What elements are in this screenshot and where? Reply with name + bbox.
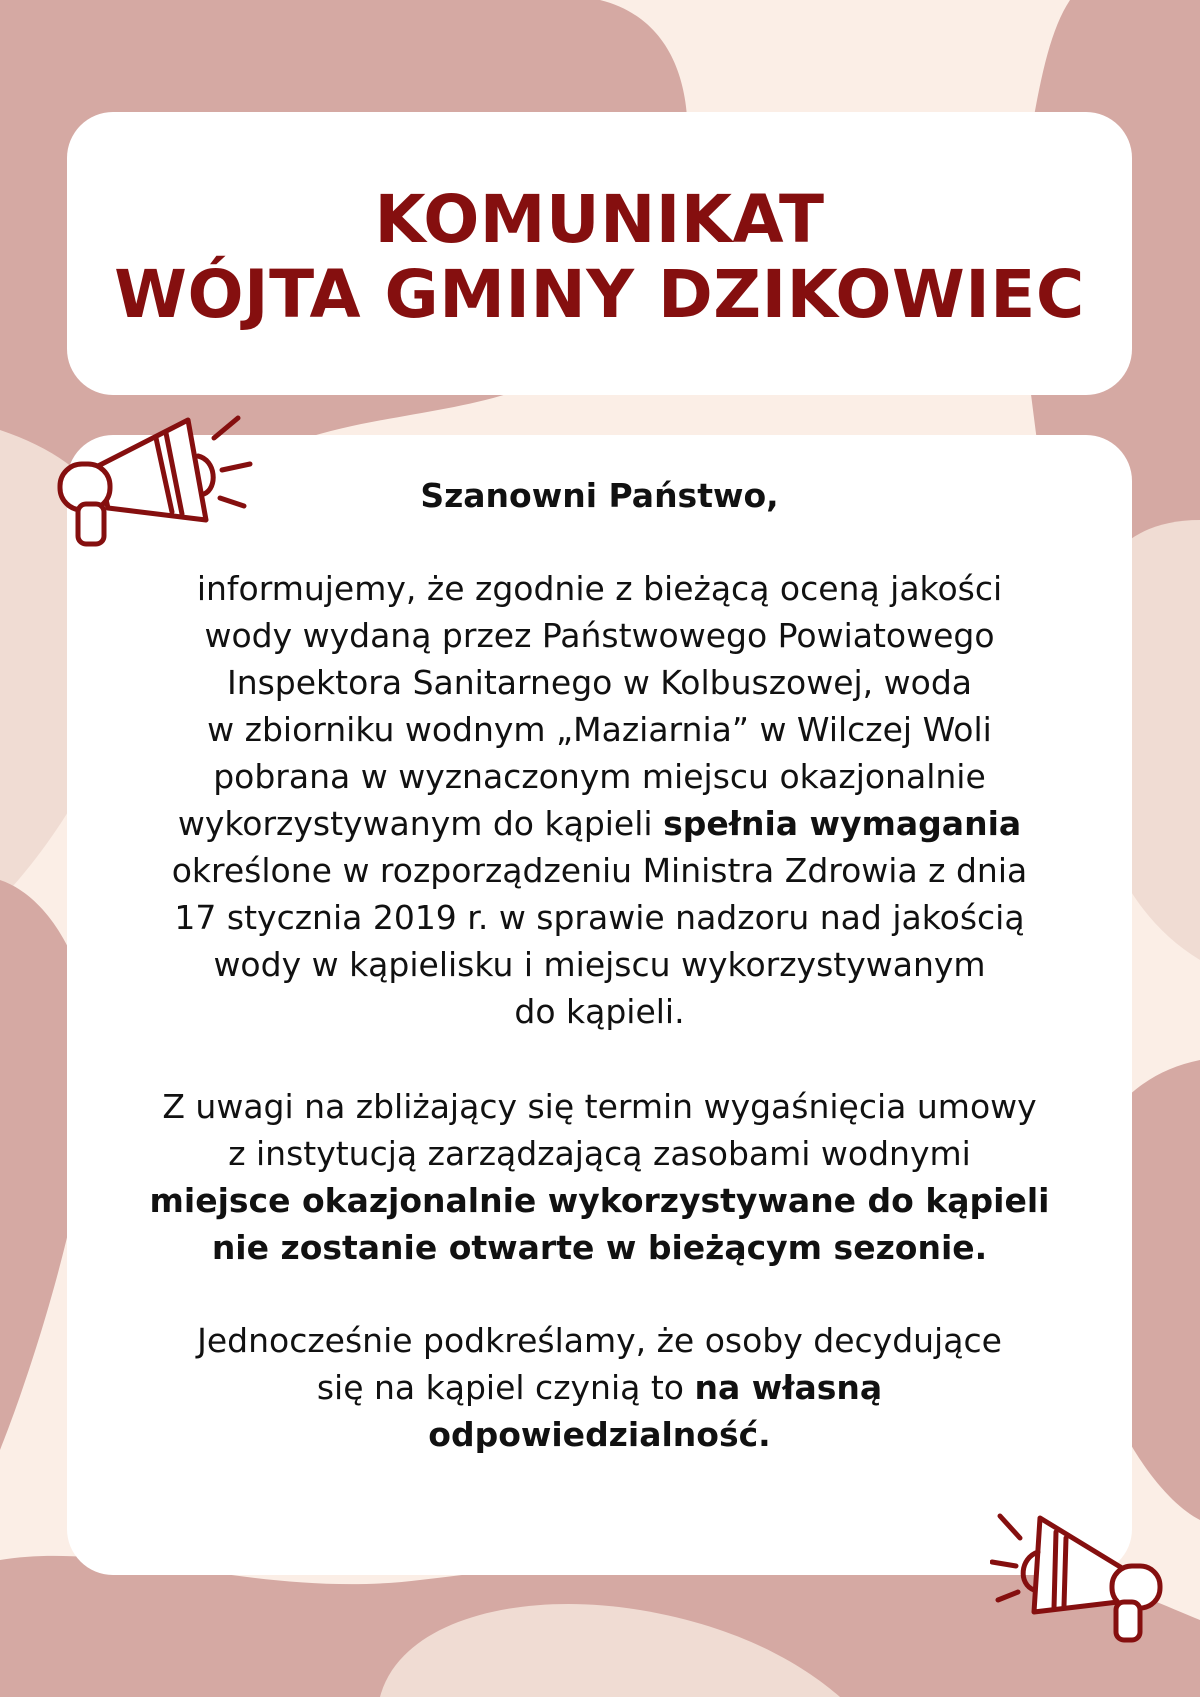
announcement-card (67, 435, 1132, 1575)
para1-line: wody wydaną przez Państwowego Powiatowego (204, 616, 995, 655)
para2-emphasis: nie zostanie otwarte w bieżącym sezonie. (211, 1228, 988, 1267)
megaphone-icon (38, 408, 258, 558)
paragraph-1 (87, 565, 1112, 1035)
para2-emphasis: miejsce okazjonalnie wykorzystywane do kąpieli (149, 1181, 1050, 1220)
para1-line: Inspektora Sanitarnego w Kolbuszowej, woda (226, 663, 973, 702)
paragraph-2 (87, 1083, 1112, 1271)
para1-line: pobrana w wyznaczonym miejscu okazjonalnie (213, 757, 986, 796)
megaphone-icon (990, 1508, 1180, 1648)
title-line-1: KOMUNIKAT (374, 181, 825, 258)
para1-line: określone w rozporządzeniu Ministra Zdrowia z dnia (171, 851, 1028, 890)
title-card (67, 112, 1132, 395)
para1-line: w zbiorniku wodnym „Maziarnia” w Wilczej Woli (207, 710, 992, 749)
para1-line: wody w kąpielisku i miejscu wykorzystywanym (213, 945, 986, 984)
para1-line: do kąpieli. (514, 992, 685, 1031)
title-line-2: WÓJTA GMINY DZIKOWIEC (114, 256, 1085, 333)
para3-emphasis: na własną (694, 1368, 883, 1407)
para2-line: Z uwagi na zbliżający się termin wygaśnięcia umowy (162, 1087, 1037, 1126)
para3-line: Jednocześnie podkreślamy, że osoby decydujące (197, 1321, 1002, 1360)
greeting: Szanowni Państwo, (420, 476, 779, 515)
para3-line: się na kąpiel czynią to (316, 1368, 695, 1407)
para1-emphasis: spełnia wymagania (663, 804, 1022, 843)
para1-line: informujemy, że zgodnie z bieżącą oceną jakości (196, 569, 1003, 608)
para1-line: 17 stycznia 2019 r. w sprawie nadzoru nad jakością (174, 898, 1025, 937)
para1-line: wykorzystywanym do kąpieli (177, 804, 664, 843)
para2-line: z instytucją zarządzającą zasobami wodnymi (228, 1134, 971, 1173)
paragraph-3 (87, 1317, 1112, 1458)
para3-emphasis: odpowiedzialność. (428, 1415, 771, 1454)
